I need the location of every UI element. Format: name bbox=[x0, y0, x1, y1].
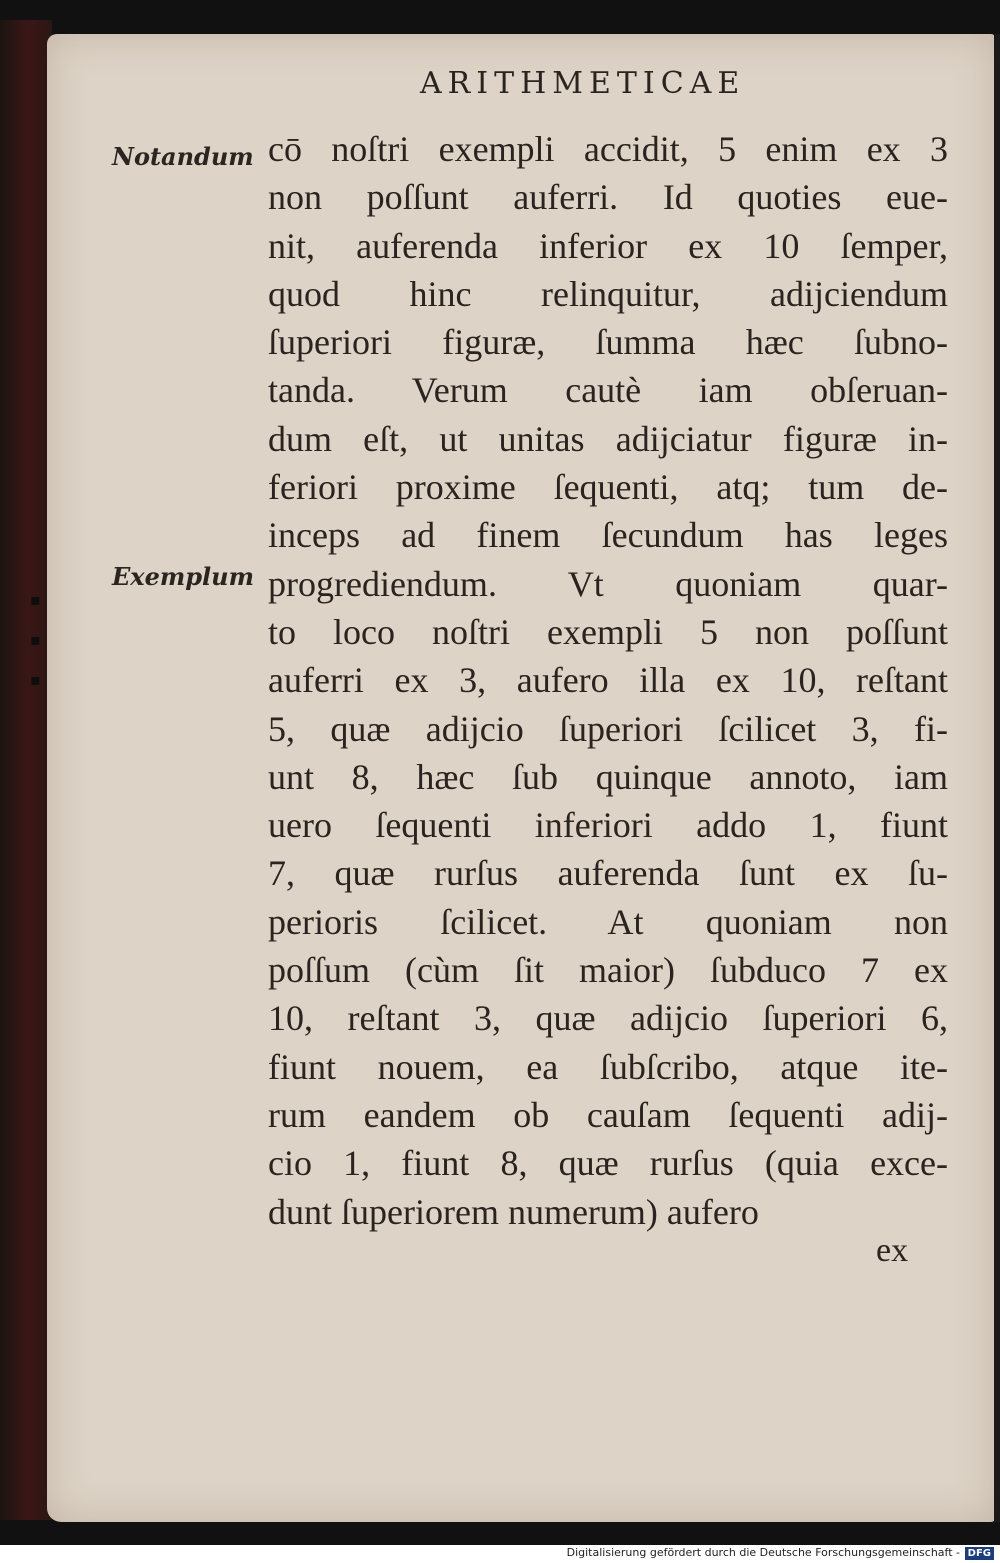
text-line: quod hinc relinquitur, adijciendum bbox=[268, 273, 948, 314]
text-line: perioris ſcilicet. At quoniam non bbox=[268, 901, 948, 942]
text-line: dum eſt, ut unitas adijciatur figuræ in- bbox=[268, 418, 948, 459]
text-line: cō noſtri exempli accidit, 5 enim ex 3 bbox=[268, 129, 948, 169]
binding-marks: ▪ ▪ ▪ bbox=[30, 590, 41, 689]
text-line: 7, quæ rurſus auferenda ſunt ex ſu- bbox=[268, 853, 948, 894]
text-line: poſſum (cùm ſit maior) ſubduco 7 ex bbox=[268, 950, 948, 991]
funding-credit: Digitalisierung gefördert durch die Deutsche Forschungsgemeinschaft - bbox=[566, 1546, 960, 1559]
text-line: tanda. Verum cautè iam obſeruan- bbox=[268, 370, 948, 411]
text-line: 10, reſtant 3, quæ adijcio ſuperiori 6, bbox=[268, 998, 948, 1039]
body-text bbox=[268, 125, 948, 1236]
marginal-note-notandum: Notandum bbox=[112, 142, 254, 171]
marginal-note-exemplum: Exemplum bbox=[112, 562, 255, 591]
text-line: 5, quæ adijcio ſuperiori ſcilicet 3, fi- bbox=[268, 708, 948, 749]
page-edge bbox=[994, 34, 1000, 1522]
text-line: dunt ſuperiorem numerum) aufero bbox=[268, 1191, 759, 1232]
text-line: to loco noſtri exempli 5 non poſſunt bbox=[268, 611, 948, 652]
footer-bar bbox=[0, 1545, 1000, 1563]
catchword: ex bbox=[876, 1232, 909, 1269]
running-head: ARITHMETICAE bbox=[420, 66, 746, 101]
text-line: unt 8, hæc ſub quinque annoto, iam bbox=[268, 756, 948, 797]
text-line: inceps ad finem ſecundum has leges bbox=[268, 515, 948, 556]
text-line: auferri ex 3, aufero illa ex 10, reſtant bbox=[268, 660, 948, 701]
text-line: ſuperiori figuræ, ſumma hæc ſubno- bbox=[268, 322, 948, 363]
text-line: cio 1, fiunt 8, quæ rurſus (quia exce- bbox=[268, 1143, 948, 1184]
text-line: progrediendum. Vt quoniam quar- bbox=[268, 563, 948, 604]
text-line: fiunt nouem, ea ſubſcribo, atque ite- bbox=[268, 1046, 948, 1087]
text-line: rum eandem ob cauſam ſequenti adij- bbox=[268, 1094, 948, 1135]
book-binding-edge bbox=[0, 20, 52, 1520]
dfg-logo: DFG bbox=[965, 1547, 994, 1560]
text-line: uero ſequenti inferiori addo 1, fiunt bbox=[268, 805, 948, 846]
text-line: nit, auferenda inferior ex 10 ſemper, bbox=[268, 225, 948, 266]
text-line: feriori proxime ſequenti, atq; tum de- bbox=[268, 467, 948, 508]
text-line: non poſſunt auferri. Id quoties eue- bbox=[268, 177, 948, 218]
